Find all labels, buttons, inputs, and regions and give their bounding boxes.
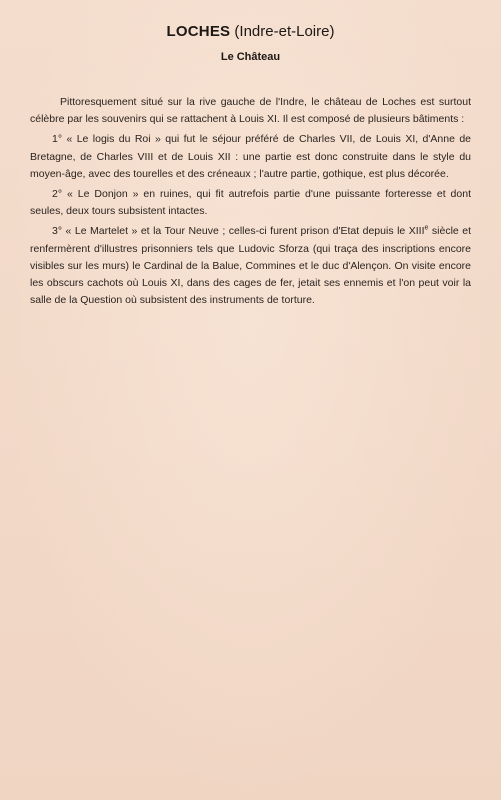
title-place: LOCHES bbox=[166, 23, 231, 40]
item-number: 3° bbox=[52, 225, 63, 238]
item-text: « Le Donjon » en ruines, qui fit autrefois partie d'une puissante forteresse et dont seules, deux tours subsistent intactes. bbox=[30, 188, 471, 218]
page-subtitle: Le Château bbox=[220, 51, 281, 63]
list-item bbox=[30, 223, 471, 309]
item-text-part-b: siècle et renfermèrent d'illustres prisonniers tels que Ludovic Sforza (qui traça des inscriptions encore visibles sur les murs) le Cardinal de la Balue, Commines et le duc d'Alençon. On visite encore les obscurs cachots où Louis XI, dans des cages de fer, jetait ses ennemis et l'on peut voir la salle de la Question où subsistent des instruments de torture. bbox=[30, 225, 472, 307]
item-number: 2° bbox=[52, 188, 63, 201]
intro-paragraph: Pittoresquement situé sur la rive gauche de l'Indre, le château de Loches est surtout célèbre par les souvenirs qui se rattachent à Louis XI. Il est composé de plusieurs bâtiments : bbox=[30, 96, 471, 126]
title-department: (Indre-et-Loire) bbox=[234, 23, 335, 40]
item-text: « Le logis du Roi » qui fut le séjour préféré de Charles VII, de Louis XI, d'Anne de Bretagne, de Charles VIII et de Louis XII : une partie est donc construite dans le style du moyen-âge, avec des tourelles et des créneaux ; l'autre partie, gothique, est plus décorée. bbox=[30, 133, 472, 180]
item-number: 1° bbox=[52, 133, 63, 146]
list-item bbox=[30, 186, 471, 220]
century-superscript: e bbox=[424, 224, 429, 232]
list-item bbox=[30, 131, 471, 183]
body-text bbox=[30, 94, 471, 309]
page-title bbox=[30, 22, 471, 42]
item-text-part-a: « Le Martelet » et la Tour Neuve ; celles-ci furent prison d'Etat depuis le XIII bbox=[65, 225, 425, 238]
